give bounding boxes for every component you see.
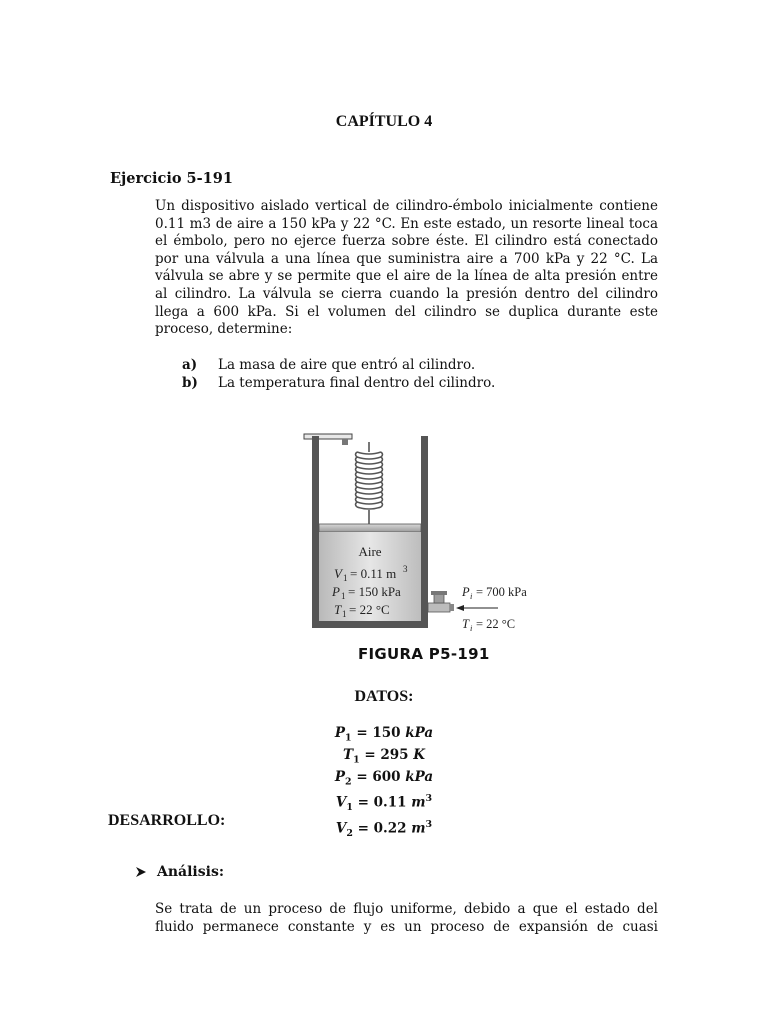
arrowhead-bullet-icon xyxy=(135,866,147,878)
cylinder-left-wall xyxy=(312,436,319,628)
question-item-a xyxy=(182,357,495,375)
question-key: b) xyxy=(182,374,198,391)
p1-subscript: 1 xyxy=(341,591,346,601)
problem-statement: Un dispositivo aislado vertical de cilindro-émbolo inicialmente contiene 0.11 m3 de aire a 150 kPa y 22 °C. En este estado, un resorte lineal toca el émbolo, pero no ejerce fuerza sobre éste. El cilindro está conectado por una válvula a una línea que suministra aire a 700 kPa y 22 °C. La válvula se abre y se permite que el aire de la línea de alta presión entre al cilindro. La válvula se cierra cuando la presión dentro del cilindro llega a 600 kPa. Si el volumen del cilindro se duplica durante este proceso, determine: xyxy=(155,198,658,338)
cylinder-bottom xyxy=(312,621,428,628)
datos-row: $V_2 = 0.22$ $m^3$ xyxy=(335,818,433,840)
pi-subscript: i xyxy=(470,591,473,601)
v1-symbol: V xyxy=(334,566,342,581)
question-text: La masa de aire que entró al cilindro. xyxy=(218,357,476,373)
chapter-title: CAPÍTULO 4 xyxy=(335,113,433,130)
datos-row: $P_1 = 150$ kPa xyxy=(334,725,434,744)
cylinder-right-wall xyxy=(421,436,428,628)
datos-row: $V_1 = 0.11$ $m^3$ xyxy=(335,793,433,814)
t1-subscript: 1 xyxy=(342,609,347,619)
pi-symbol: P xyxy=(462,585,470,599)
v1-value: = 0.11 m xyxy=(350,566,397,581)
inlet-arrowhead xyxy=(456,605,464,611)
gas-label: Aire xyxy=(358,544,382,559)
ti-subscript: i xyxy=(470,623,473,633)
piston-cylinder-figure xyxy=(300,430,540,640)
question-key: a) xyxy=(182,357,198,373)
ti-value: = 22 °C xyxy=(476,617,516,631)
p1-symbol: P xyxy=(332,584,340,599)
t1-symbol: T xyxy=(334,602,342,617)
p1-value: = 150 kPa xyxy=(348,584,401,599)
v1-subscript: 1 xyxy=(343,573,348,583)
desarrollo-heading: DESARROLLO: xyxy=(108,812,226,829)
piston xyxy=(319,524,421,532)
t1-value: = 22 °C xyxy=(349,602,390,617)
datos-title: DATOS: xyxy=(354,688,414,705)
exercise-title: Ejercicio 5-191 xyxy=(110,170,233,187)
analisis-title: Análisis: xyxy=(157,864,224,880)
support-bracket xyxy=(342,439,348,445)
support-bar xyxy=(304,434,352,439)
datos-row: $P_2 = 600$ kPa xyxy=(334,769,434,788)
question-text: La temperatura final dentro del cilindro. xyxy=(218,374,496,391)
analisis-paragraph: Se trata de un proceso de flujo uniforme, debido a que el estado del fluido permanece constante y es un proceso de expansión de cuasi xyxy=(155,901,658,935)
figure-caption: FIGURA P5-191 xyxy=(358,645,490,663)
v1-exponent: 3 xyxy=(403,564,408,574)
spring xyxy=(356,442,383,524)
datos-row: $T_1 = 295$ K xyxy=(343,747,425,766)
pi-value: = 700 kPa xyxy=(476,585,527,599)
analisis-heading xyxy=(135,864,224,880)
ti-symbol: T xyxy=(462,617,469,631)
valve-icon xyxy=(428,591,454,612)
question-item-b xyxy=(182,375,495,393)
question-list xyxy=(182,357,495,392)
